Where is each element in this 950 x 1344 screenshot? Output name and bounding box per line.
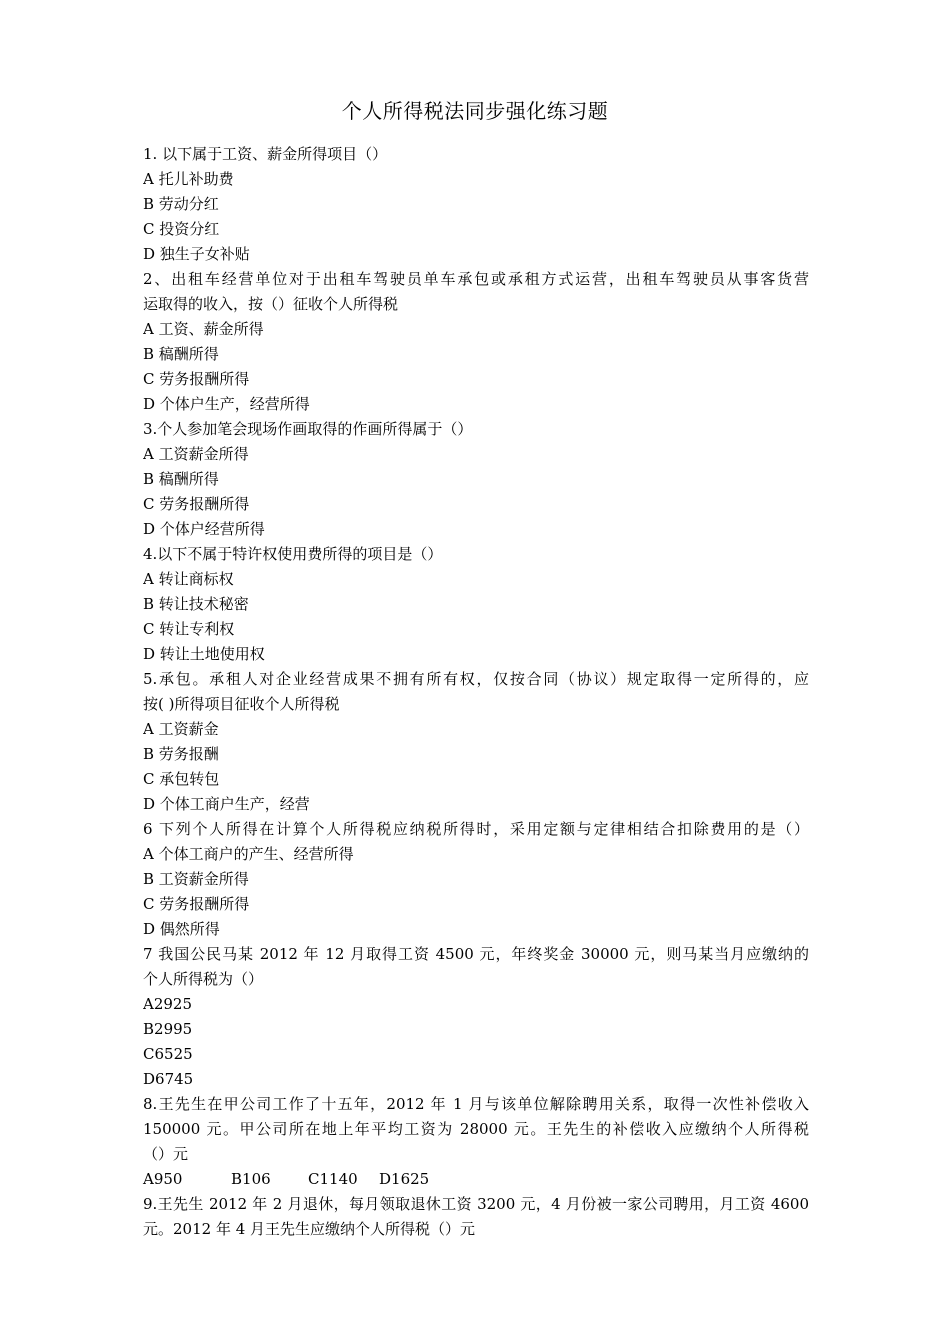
q3-option-b: B 稿酬所得 [143, 470, 219, 488]
q4-option-c: C 转让专利权 [143, 620, 235, 638]
q7-option-c: C6525 [143, 1045, 193, 1063]
q8-stem-line-2: 150000 元。甲公司所在地上年平均工资为 28000 元。王先生的补偿收入应缴纳个人所得税 [143, 1120, 809, 1138]
q5-option-d: D 个体工商户生产，经营 [143, 795, 310, 813]
q6-option-c: C 劳务报酬所得 [143, 895, 250, 913]
q2-option-c: C 劳务报酬所得 [143, 370, 250, 388]
q6-option-a: A 个体工商户的产生、经营所得 [143, 845, 354, 863]
q1-option-c: C 投资分红 [143, 220, 220, 238]
q1-option-b: B 劳动分红 [143, 195, 219, 213]
q8-option-c: C1140 [308, 1170, 358, 1188]
q2-option-b: B 稿酬所得 [143, 345, 219, 363]
q8-option-d: D1625 [379, 1170, 430, 1188]
q4-option-a: A 转让商标权 [143, 570, 234, 588]
q9-stem-line-2: 元。2012 年 4 月王先生应缴纳个人所得税（）元 [143, 1220, 476, 1238]
q6-stem: 6 下列个人所得在计算个人所得税应纳税所得时，采用定额与定律相结合扣除费用的是（） [143, 820, 809, 838]
q7-option-a: A2925 [143, 995, 193, 1013]
q5-option-a: A 工资薪金 [143, 720, 219, 738]
q9-stem-line-1: 9.王先生 2012 年 2 月退休，每月领取退休工资 3200 元，4 月份被一家公司聘用，月工资 4600 [143, 1195, 809, 1213]
q3-option-c: C 劳务报酬所得 [143, 495, 250, 513]
q3-option-a: A 工资薪金所得 [143, 445, 249, 463]
q1-option-a: A 托儿补助费 [143, 170, 234, 188]
q7-option-d: D6745 [143, 1070, 194, 1088]
document-title: 个人所得税法同步强化练习题 [341, 99, 609, 123]
q2-stem-line-1: 2、出租车经营单位对于出租车驾驶员单车承包或承租方式运营，出租车驾驶员从事客货营 [143, 270, 809, 288]
q8-stem-line-3: （）元 [143, 1145, 189, 1163]
document-body [143, 142, 809, 1242]
q4-option-d: D 转让土地使用权 [143, 645, 265, 663]
q5-option-c: C 承包转包 [143, 770, 220, 788]
q3-stem: 3.个人参加笔会现场作画取得的作画所得属于（） [143, 420, 473, 438]
q1-option-d: D 独生子女补贴 [143, 245, 250, 263]
q8-stem-line-1: 8.王先生在甲公司工作了十五年，2012 年 1 月与该单位解除聘用关系，取得一次性补偿收入 [143, 1095, 809, 1113]
q5-stem-line-1: 5.承包。承租人对企业经营成果不拥有所有权，仅按合同（协议）规定取得一定所得的，应 [143, 670, 809, 688]
q8-option-b: B106 [231, 1170, 271, 1188]
q7-stem-line-1: 7 我国公民马某 2012 年 12 月取得工资 4500 元，年终奖金 30000 元，则马某当月应缴纳的 [143, 945, 809, 963]
q4-stem: 4.以下不属于特许权使用费所得的项目是（） [143, 545, 443, 563]
q1-stem: 1. 以下属于工资、薪金所得项目（） [143, 145, 388, 163]
q7-option-b: B2995 [143, 1020, 193, 1038]
q8-option-a: A950 [143, 1170, 183, 1188]
q6-option-d: D 偶然所得 [143, 920, 220, 938]
q5-option-b: B 劳务报酬 [143, 745, 219, 763]
q2-option-a: A 工资、薪金所得 [143, 320, 264, 338]
q8-options-row [143, 1167, 809, 1192]
q3-option-d: D 个体户经营所得 [143, 520, 265, 538]
q4-option-b: B 转让技术秘密 [143, 595, 249, 613]
q2-option-d: D 个体户生产，经营所得 [143, 395, 310, 413]
q2-stem-line-2: 运取得的收入，按（）征收个人所得税 [143, 295, 399, 313]
q6-option-b: B 工资薪金所得 [143, 870, 249, 888]
q5-stem-line-2: 按( )所得项目征收个人所得税 [143, 695, 340, 713]
q7-stem-line-2: 个人所得税为（） [143, 970, 264, 988]
